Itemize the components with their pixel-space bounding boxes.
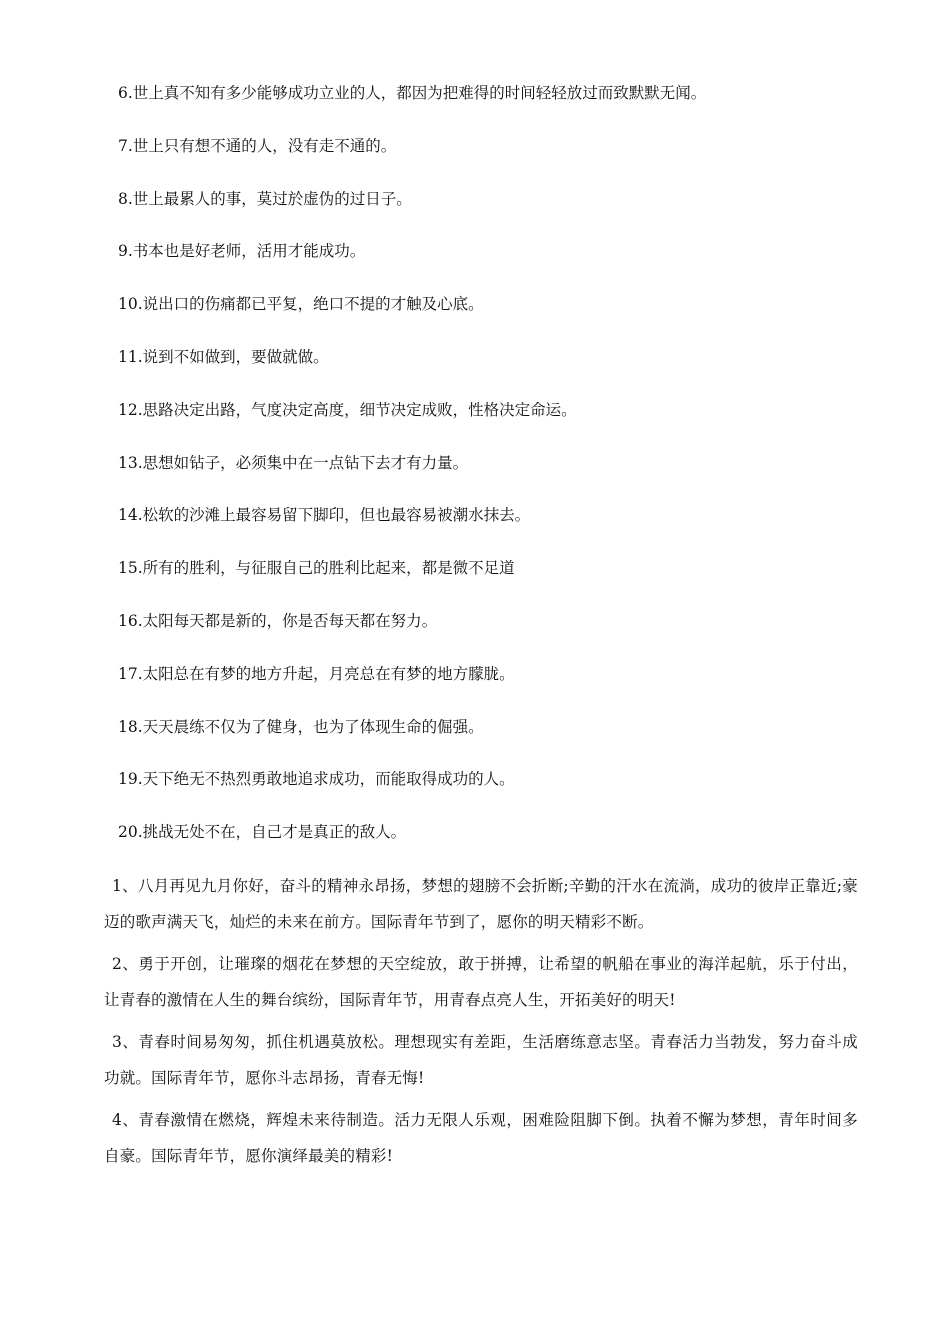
greeting-paragraph: 3、青春时间易匆匆，抓住机遇莫放松。理想现实有差距，生活磨练意志坚。青春活力当勃发，努力奋斗成功就。国际青年节，愿你斗志昂扬，青春无悔! bbox=[104, 1032, 858, 1087]
greeting-paragraph: 2、勇于开创，让璀璨的烟花在梦想的天空绽放，敢于拼搏，让希望的帆船在事业的海洋起航，乐于付出，让青春的激情在人生的舞台缤纷，国际青年节，用青春点亮人生，开拓美好的明天! bbox=[104, 954, 858, 1009]
quote-line: 9.书本也是好老师，活用才能成功。 bbox=[118, 242, 366, 261]
quote-line: 15.所有的胜利，与征服自己的胜利比起来，都是微不足道 bbox=[118, 559, 515, 578]
quote-line: 18.天天晨练不仅为了健身，也为了体现生命的倔强。 bbox=[118, 717, 484, 736]
greeting-paragraph: 1、八月再见九月你好，奋斗的精神永昂扬，梦想的翅膀不会折断;辛勤的汗水在流淌，成功的彼岸正靠近;豪迈的歌声满天飞，灿烂的未来在前方。国际青年节到了，愿你的明天精彩不断。 bbox=[104, 876, 858, 931]
quote-line: 7.世上只有想不通的人，没有走不通的。 bbox=[118, 136, 397, 155]
quote-line: 17.太阳总在有梦的地方升起，月亮总在有梦的地方朦胧。 bbox=[118, 664, 515, 683]
quote-line: 16.太阳每天都是新的，你是否每天都在努力。 bbox=[118, 611, 438, 630]
greeting-paragraph: 4、青春激情在燃烧，辉煌未来待制造。活力无限人乐观，困难险阻脚下倒。执着不懈为梦想，青年时间多自豪。国际青年节，愿你演绎最美的精彩! bbox=[104, 1110, 858, 1165]
quote-line: 6.世上真不知有多少能够成功立业的人，都因为把难得的时间轻轻放过而致默默无闻。 bbox=[118, 84, 707, 102]
quote-line: 10.说出口的伤痛都已平复，绝口不提的才触及心底。 bbox=[118, 295, 484, 314]
quote-line: 20.挑战无处不在，自己才是真正的敌人。 bbox=[118, 823, 407, 842]
quote-line: 19.天下绝无不热烈勇敢地追求成功，而能取得成功的人。 bbox=[118, 770, 515, 789]
quote-line: 14.松软的沙滩上最容易留下脚印，但也最容易被潮水抹去。 bbox=[118, 506, 531, 525]
quote-line: 13.思想如钻子，必须集中在一点钻下去才有力量。 bbox=[118, 453, 469, 472]
quote-line: 11.说到不如做到，要做就做。 bbox=[118, 347, 329, 366]
quote-line: 8.世上最累人的事，莫过於虚伪的过日子。 bbox=[118, 189, 412, 208]
greetings-section bbox=[104, 868, 858, 1174]
document-content bbox=[104, 80, 858, 1180]
quote-line: 12.思路决定出路，气度决定高度，细节决定成败，性格决定命运。 bbox=[118, 400, 577, 419]
